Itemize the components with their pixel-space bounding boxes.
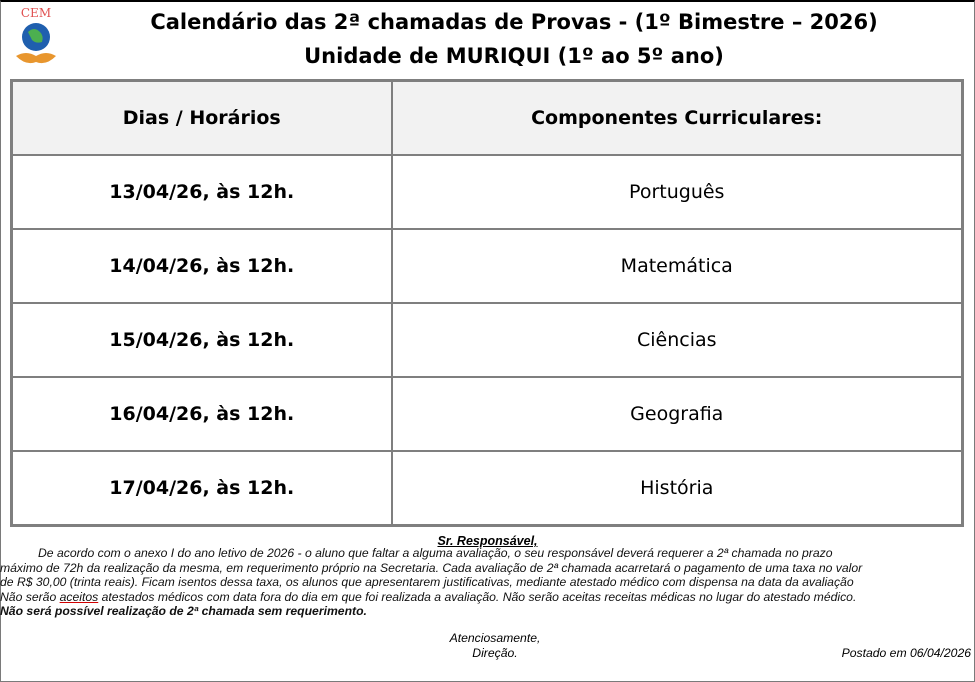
row-date: 13/04/26, às 12h. bbox=[12, 155, 392, 229]
notice-warning: Não será possível realização de 2ª chamada sem requerimento. bbox=[0, 604, 367, 618]
closing-sender: Direção. bbox=[472, 645, 518, 660]
schedule-table bbox=[10, 79, 964, 527]
row-date: 17/04/26, às 12h. bbox=[12, 451, 392, 526]
row-subject: Português bbox=[392, 155, 963, 229]
table-row bbox=[12, 303, 963, 377]
spelling-underlined-word: aceitos bbox=[59, 589, 99, 604]
closing-greeting: Atenciosamente, bbox=[449, 631, 541, 645]
row-subject: Ciências bbox=[392, 303, 963, 377]
notice-body bbox=[0, 546, 975, 619]
logo-text: CEM bbox=[20, 6, 52, 20]
column-header-subject: Componentes Curriculares: bbox=[392, 81, 963, 156]
row-subject: Geografia bbox=[392, 377, 963, 451]
table-header-row bbox=[12, 81, 963, 156]
notice-line: máximo de 72h da realização da mesma, em requerimento próprio na Secretaria. Cada avaliação de 2ª chamada acarretará o pagamento de uma taxa no valor bbox=[0, 560, 863, 575]
table-row bbox=[12, 377, 963, 451]
column-header-date: Dias / Horários bbox=[12, 81, 392, 156]
page-subtitle: Unidade de MURIQUI (1º ao 5º ano) bbox=[304, 44, 724, 68]
notice-line: De acordo com o anexo I do ano letivo de 2026 - o aluno que faltar a alguma avaliação, o seu responsável deverá requerer a 2ª chamada no prazo bbox=[38, 546, 833, 560]
row-subject: Matemática bbox=[392, 229, 963, 303]
hands-icon bbox=[16, 53, 56, 63]
table-row bbox=[12, 451, 963, 526]
row-date: 14/04/26, às 12h. bbox=[12, 229, 392, 303]
table-row bbox=[12, 155, 963, 229]
page-title: Calendário das 2ª chamadas de Provas - (1º Bimestre – 2026) bbox=[150, 10, 878, 34]
row-date: 15/04/26, às 12h. bbox=[12, 303, 392, 377]
row-date: 16/04/26, às 12h. bbox=[12, 377, 392, 451]
row-subject: História bbox=[392, 451, 963, 526]
table-row bbox=[12, 229, 963, 303]
notice-heading: Sr. Responsável, bbox=[437, 534, 538, 548]
posted-date: Postado em 06/04/2026 bbox=[841, 646, 971, 660]
closing-signature bbox=[420, 631, 570, 660]
school-logo bbox=[8, 4, 64, 70]
notice-line: de R$ 30,00 (trinta reais). Ficam isentos dessa taxa, os alunos que apresentarem justificativas, mediante atestado médico com dispensa na data da avaliação bbox=[0, 575, 854, 589]
notice-line: Não serão aceitos atestados médicos com data fora do dia em que foi realizada a avaliação. Não serão aceitas receitas médicas no lugar do atestado médico. bbox=[0, 589, 857, 604]
